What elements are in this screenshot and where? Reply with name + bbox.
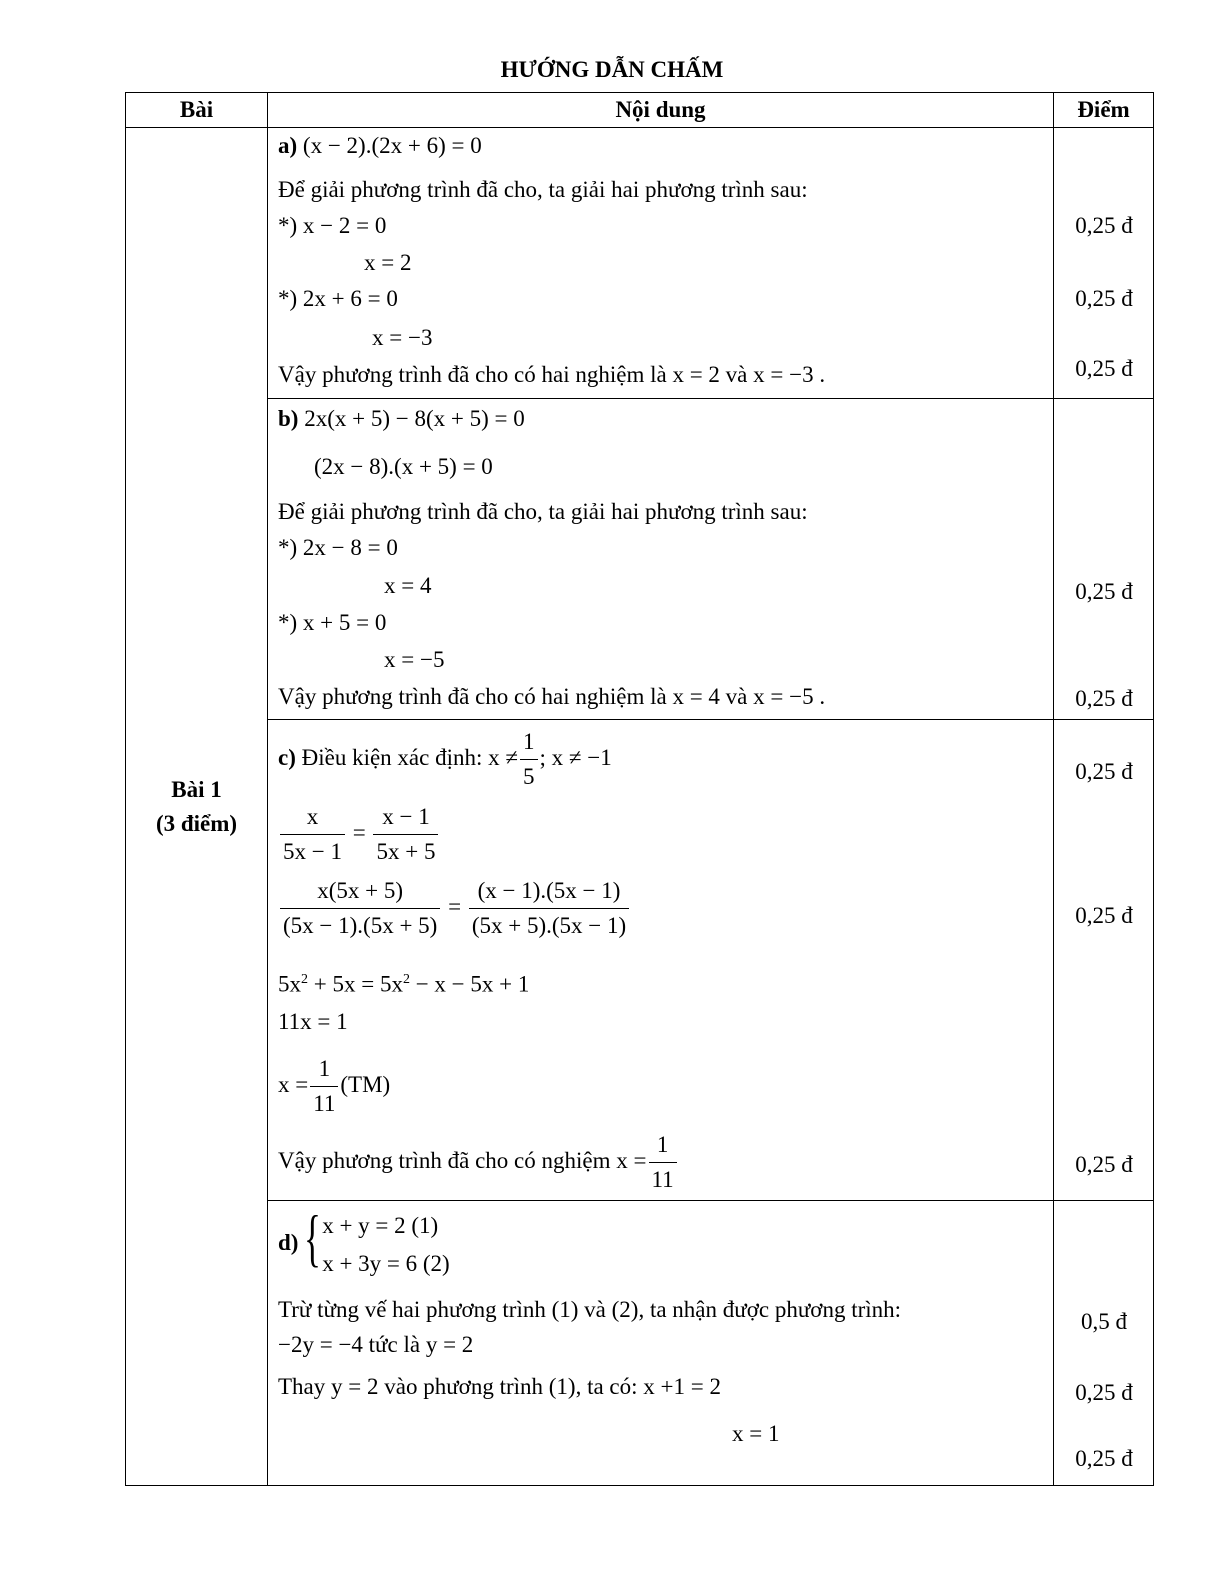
header-noidung: Nội dung [268,93,1054,128]
score-c-1: 0,25 đ [1075,759,1133,784]
header-bai: Bài [126,93,268,128]
score-b [1054,399,1154,720]
c-conclusion-fraction: $\frac{1}{11}$ [649,1128,677,1197]
c-cond-fraction: $\frac{1}{5}$ [520,725,538,794]
c-eq4: 11x = 1 [278,1009,348,1034]
c-cond-text: Điều kiện xác định: [301,744,483,770]
c-solution-fraction: $\frac{1}{11}$ [310,1052,338,1121]
score-c-3: 0,25 đ [1075,1152,1133,1177]
d-line1: Trừ từng vế hai phương trình (1) và (2), ta nhận được phương trình: [278,1297,902,1322]
c-conclusion: Vậy phương trình đã cho có nghiệm x = $\frac{1}{11}$ [278,1128,679,1197]
row-part-d [126,1201,1154,1486]
c-eq1-left: $\frac{x}{5x - 1}$ [280,800,345,869]
score-c-2: 0,25 đ [1075,903,1133,928]
bai-cell [126,128,268,1486]
a-conclusion: Vậy phương trình đã cho có hai nghiệm là x = 2 và x = −3 . [278,362,826,387]
header-row [126,93,1154,128]
content-c [268,720,1054,1201]
score-d-3: 0,25 đ [1075,1446,1133,1471]
c-cond-post: ; x ≠ −1 [539,744,612,770]
row-part-c [126,720,1154,1201]
a-label: a) [278,133,298,158]
c-eq2-left: $\frac{x(5x + 5)}{(5x - 1).(5x + 5)}$ [280,874,440,943]
b-eq: 2x(x + 5) − 8(x + 5) = 0 [304,406,525,431]
d-label: d) [278,1230,299,1255]
score-a-1: 0,25 đ [1075,213,1133,238]
b-conclusion: Vậy phương trình đã cho có hai nghiệm là x = 4 và x = −5 . [278,684,826,709]
score-a-3: 0,25 đ [1075,356,1133,381]
a-step2: *) 2x + 6 = 0 [278,286,398,311]
grading-table [125,92,1154,1486]
content-d [268,1201,1054,1486]
score-b-1: 0,25 đ [1075,579,1133,604]
b-step1-result: x = 4 [384,573,432,598]
bai-label: Bài 1 [171,776,222,802]
d-line4: x = 1 [732,1421,780,1446]
score-d-2: 0,25 đ [1075,1380,1133,1405]
b-intro: Để giải phương trình đã cho, ta giải hai phương trình sau: [278,499,808,524]
b-equation-2: (2x − 8).(x + 5) = 0 [314,454,493,479]
header-diem: Điểm [1054,93,1154,128]
c-eq2: $\frac{x(5x + 5)}{(5x - 1).(5x + 5)}$ = $\frac{(x - 1).(5x - 1)}{(5x + 5).(5x - 1)}$ [278,874,631,943]
row-part-b [126,399,1154,720]
d-system [278,1201,450,1283]
c-eq1: $\frac{x}{5x - 1}$ = $\frac{x - 1}{5x + 5}$ [278,800,440,869]
a-step1: *) x − 2 = 0 [278,213,387,238]
d-system-equations: { x + y = 2 (1) x + 3y = 6 (2) [304,1201,450,1276]
a-step2-result: x = −3 [372,325,433,350]
score-d-1: 0,5 đ [1081,1309,1127,1334]
c-label: c) [278,744,296,770]
page-title: HƯỚNG DẪN CHẤM [500,57,724,82]
a-eq: (x − 2).(2x + 6) = 0 [302,133,482,158]
content-b [268,399,1054,720]
d-line2: −2y = −4 tức là y = 2 [278,1332,474,1357]
score-c [1054,720,1154,1201]
score-a-2: 0,25 đ [1075,286,1133,311]
score-d [1054,1201,1154,1486]
content-a [268,128,1054,399]
b-label: b) [278,406,299,431]
c-condition [278,725,612,794]
b-step2: *) x + 5 = 0 [278,610,387,635]
bai-points: (3 điểm) [155,810,238,836]
d-line3: Thay y = 2 vào phương trình (1), ta có: x +1 = 2 [278,1374,721,1399]
c-eq2-right: $\frac{(x - 1).(5x - 1)}{(5x + 5).(5x - 1)}$ [469,874,629,943]
c-eq3: $5x^2 + 5x = 5x^2 - x - 5x + 1$ [278,971,530,997]
brace-icon: { [304,1201,322,1273]
c-cond-pre: x ≠ [488,744,519,770]
a-equation [278,131,482,161]
b-step1: *) 2x − 8 = 0 [278,535,398,560]
c-solution: x = $\frac{1}{11}$ (TM) [278,1052,390,1121]
score-b-2: 0,25 đ [1075,686,1133,711]
a-intro: Để giải phương trình đã cho, ta giải hai phương trình sau: [278,177,808,202]
score-a [1054,128,1154,399]
b-step2-result: x = −5 [384,647,445,672]
a-step1-result: x = 2 [364,250,412,275]
b-equation [278,404,525,434]
c-eq1-right: $\frac{x - 1}{5x + 5}$ [373,800,438,869]
row-part-a [126,128,1154,399]
